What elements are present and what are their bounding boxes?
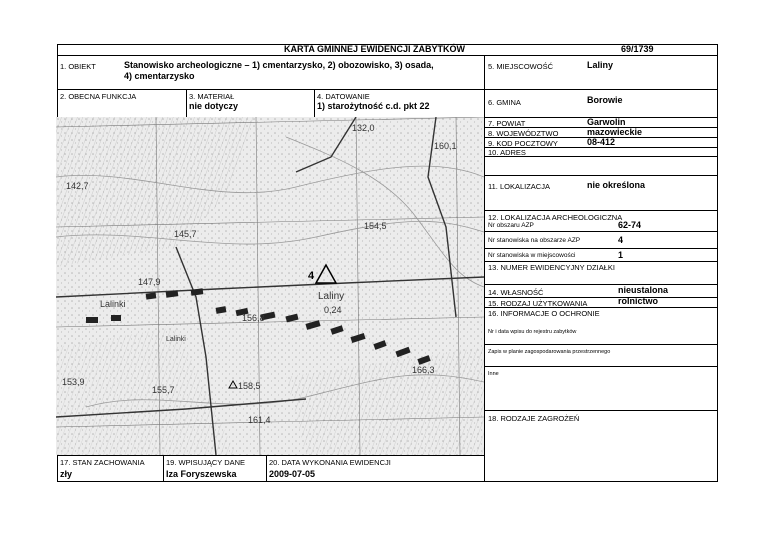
wlasnosc-label: 14. WŁASNOŚĆ [488,288,544,297]
lokarch-label: 12. LOKALIZACJA ARCHEOLOGICZNA [488,213,623,222]
kod-value: 08-412 [587,137,616,147]
gmina-label: 6. GMINA [488,98,521,107]
obiekt-label: 1. OBIEKT [60,62,96,71]
map-drawing [56,117,484,455]
map-height-12: 161,4 [248,415,271,425]
kod-label: 9. KOD POCZTOWY [488,139,558,148]
datowanie-label: 4. DATOWANIE [317,92,370,101]
topographic-map [56,117,484,455]
dzialka-label: 13. NUMER EWIDENCYJNY DZIAŁKI [488,263,615,272]
map-height-6: 156,8 [242,313,265,323]
zagrozenia-label: 18. RODZAJE ZAGROŻEŃ [488,414,580,423]
powiat-label: 7. POWIAT [488,119,526,128]
st-obszar-label: Nr stanowiska na obszarze AZP [488,237,581,244]
st-miejsc-value: 1 [618,250,624,260]
map-village2-label: Lalinki [100,299,126,309]
gmina-value: Borowie [587,95,623,105]
lokalizacja-label: 11. LOKALIZACJA [488,182,550,191]
funkcja-label: 2. OBECNA FUNKCJA [60,92,137,101]
wojewodztwo-label: 8. WOJEWÓDZTWO [488,129,559,138]
rule-obiekt-bottom [57,89,718,90]
map-height-8: 166,3 [412,365,435,375]
data-value: 2009-07-05 [269,469,316,479]
rule-r-inne [484,366,718,367]
material-label: 3. MATERIAŁ [189,92,235,101]
rule-r-lok [484,175,718,176]
powiat-value: Garwolin [587,117,626,127]
map-height-4: 160,1 [434,141,457,151]
st-obszar-value: 4 [618,235,624,245]
plan-label: Zapis w planie zagospodarowania przestrzennego [488,349,611,355]
wojewodztwo-value: mazowieckie [587,127,643,137]
map-height-13: 132,0 [352,123,375,133]
stan-value: zły [60,469,73,479]
ochrona-label: 16. INFORMACJE O OCHRONIE [488,309,600,318]
st-miejsc-label: Nr stanowiska w miejscowości [488,252,576,259]
rule-v-data [266,455,267,482]
uzytkowanie-label: 15. RODZAJ UŻYTKOWANIA [488,299,588,308]
map-site-number: 4 [308,270,315,282]
material-value: nie dotyczy [189,101,239,111]
miejscowosc-label: 5. MIEJSCOWOŚĆ [488,62,554,71]
rule-header [57,55,718,56]
rule-r-stob [484,248,718,249]
map-village-label: Laliny [318,291,345,302]
card-title: KARTA GMINNEJ EWIDENCJI ZABYTKÓW [284,44,465,54]
map-height-9: 153,9 [62,377,85,387]
rule-v-datowanie [314,89,315,117]
adres-label: 10. ADRES [488,148,526,157]
wlasnosc-value: nieustalona [618,285,669,295]
miejscowosc-value: Laliny [587,60,614,70]
azp-label: Nr obszaru AZP [488,222,534,229]
rule-v-wpisujacy [163,455,164,482]
rule-v-main [484,55,485,482]
inne-label: Inne [488,371,499,377]
map-height-7: 0,24 [324,305,342,315]
map-height-10: 155,7 [152,385,175,395]
map-height-5: 147,9 [138,277,161,287]
rule-r-uzyt [484,297,718,298]
rule-bottom-labels [57,455,484,456]
rule-r-wlasnosc [484,284,718,285]
map-height-11: 158,5 [238,381,261,391]
obiekt-value-line2: 4) cmentarzysko [124,71,195,81]
wpisujacy-label: 19. WPISUJĄCY DANE [166,458,246,467]
map-village3-label: Lalinki [166,336,186,343]
map-height-2: 145,7 [174,229,197,239]
stan-label: 17. STAN ZACHOWANIA [60,458,145,467]
rule-r-plan [484,344,718,345]
card-number: 69/1739 [621,44,654,54]
rule-v-material [186,89,187,117]
rule-r-azp [484,231,718,232]
obiekt-value-line1: Stanowisko archeologiczne – 1) cmentarzysko, 2) obozowisko, 3) osada, [124,60,434,70]
rule-r-lokarch [484,210,718,211]
lokalizacja-value: nie określona [587,180,646,190]
uzytkowanie-value: rolnictwo [618,296,658,306]
rule-r-dzialka [484,261,718,262]
azp-value: 62-74 [618,220,642,230]
map-height-1: 142,7 [66,181,89,191]
rule-r-zagr [484,410,718,411]
rejestr-label: Nr i data wpisu do rejestru zabytków [488,329,577,335]
map-height-3: 154,5 [364,221,387,231]
data-label: 20. DATA WYKONANIA EWIDENCJI [269,458,391,467]
wpisujacy-value: Iza Foryszewska [166,469,237,479]
datowanie-value: 1) starożytność c.d. pkt 22 [317,101,430,111]
